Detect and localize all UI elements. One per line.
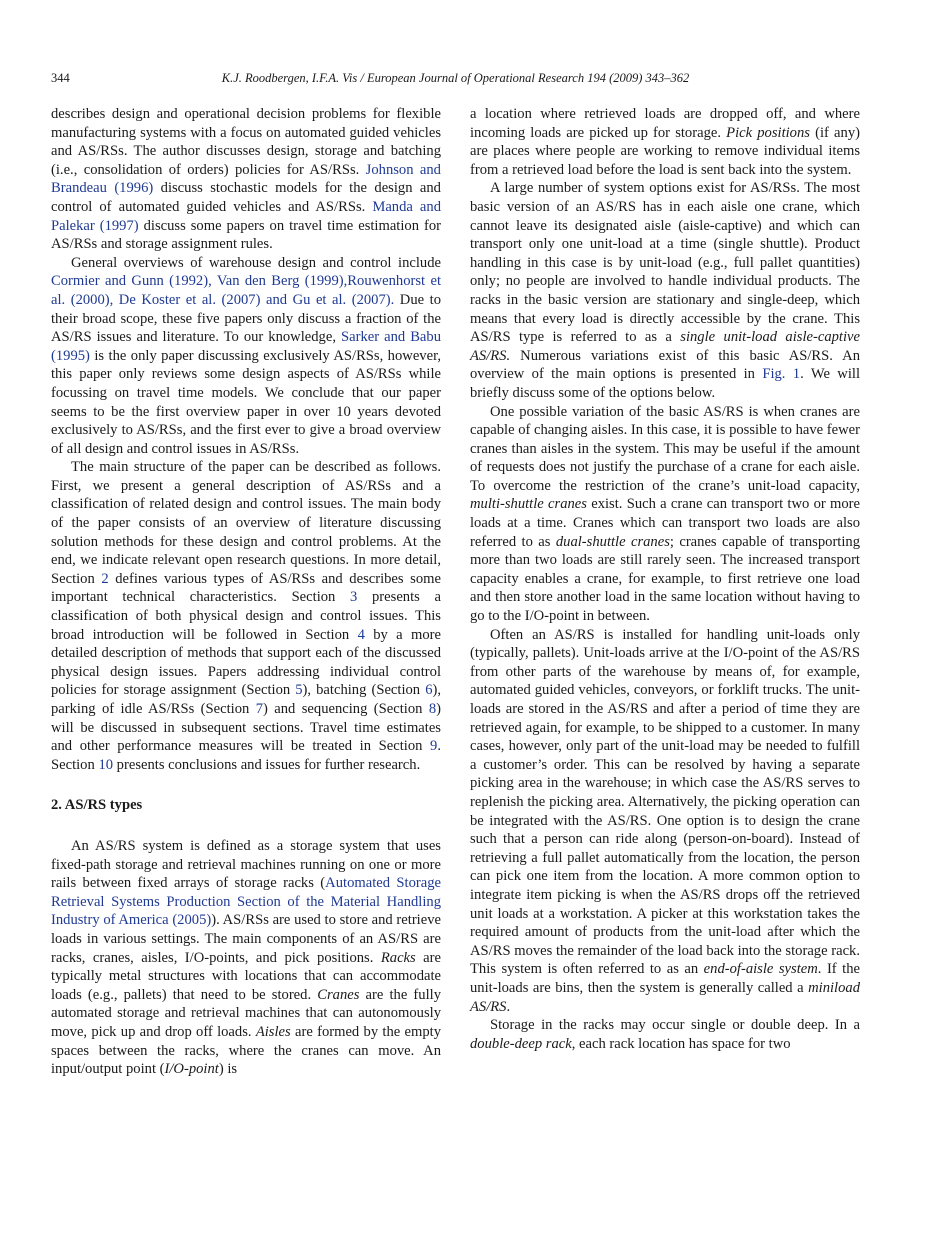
paragraph: Often an AS/RS is installed for handling unit-loads only (typically, pallets). Unit-loads arrive at the I/O-point of the AS/RS from other parts of the warehouse by means of, for example, automated guided vehicles, conveyors, or forklift trucks. The unit-loads are stored in the AS/RS and after a period of time they are retrieved again, for example, to be shipped to a customer. In many cases, however, only part of the unit-load may be needed to fulfill a customer’s order. This can be resolved by having a separate picking area in the warehouse; in which case the AS/RS serves to replenish the picking area. Alternatively, the picking operation can be integrated with the AS/RS. One option is to design the crane such that a person can ride along (person-on-board). Instead of retrieving a full pallet automatically from the location, the person can pick one item from the location. A more common option to integrate item picking is when the AS/RS drops off the retrieved unit loads at a workstation. A picker at this workstation takes the required amount of products from the unit-load after which the AS/RS moves the remainder of the load back into the storage rack. This system is often referred to as an end-of-aisle system. If the unit-loads are bins, then the system is generally called a miniload AS/RS. (470, 626, 860, 1015)
paragraph: a location where retrieved loads are dropped off, and where incoming loads are picked up for storage. Pick positions (if any) are places where people are working to remove individual items from a retrieved load before the load is sent back into the system. (470, 106, 860, 178)
citation-link[interactable]: Automated Storage Retrieval Systems Production Section of the Material Handling Industry of America (2005) (51, 875, 442, 929)
section-link[interactable]: 5 (295, 682, 303, 699)
paragraph: describes design and operational decision problems for flexible manufacturing systems with a focus on automated guided vehicles and AS/RSs. The author discusses design, storage and batching (i.e., consolidation of orders) policies for AS/RSs. Johnson and Brandeau (1996) discuss stochastic models for the design and control of automated guided vehicles and AS/RSs. Manda and Palekar (1997) discuss some papers on travel time estimation for AS/RSs and storage assignment rules. (51, 106, 441, 253)
section-link[interactable]: 6 (425, 682, 433, 699)
paragraph: General overviews of warehouse design and control include Cormier and Gunn (1992), Van den Berg (1999),Rouwenhorst et al. (2000), De Koster et al. (2007) and Gu et al. (2007). Due to their broad scope, these five papers only discuss a fraction of the AS/RS issues and literature. To our knowledge, Sarker and Babu (1995) is the only paper discussing exclusively AS/RSs, however, this paper only reviews some design aspects of AS/RSs while focussing on travel time models. We conclude that our paper seems to be the first overview paper in over 10 years devoted exclusively to AS/RSs, and the first ever to give a broad overview of all design and control issues in AS/RSs. (51, 254, 441, 457)
section-link[interactable]: 3 (350, 589, 358, 606)
citation-link[interactable]: Sarker and Babu (1995) (51, 329, 441, 364)
section-heading: 2. AS/RS types (51, 797, 143, 814)
section-link[interactable]: 10 (98, 756, 114, 773)
section-link[interactable]: 2 (101, 570, 109, 587)
paragraph: The main structure of the paper can be described as follows. First, we present a general description of AS/RSs and a classification of related design and control issues. The main body of the paper consists of an overview of literature discussing solution methods for these design and control problems. At the end, we indicate relevant open research questions. In more detail, Section 2 defines various types of AS/RSs and describes some important technical characteristics. Section 3 presents a classification of both physical design and control issues. This broad introduction will be followed in Section 4 by a more detailed description of methods that support each of the discussed physical design issues. Papers addressing individual control policies for storage assignment (Section 5), batching (Section 6), parking of idle AS/RSs (Section 7) and sequencing (Section 8) will be discussed in subsequent sections. Travel time estimates and other performance measures will be treated in Section 9. Section 10 presents conclusions and issues for further research. (51, 459, 441, 773)
section-link[interactable]: 7 (255, 701, 263, 717)
running-title: K.J. Roodbergen, I.F.A. Vis / European Journal of Operational Research 194 (2009) 343–362 (221, 71, 690, 85)
paragraph: An AS/RS system is defined as a storage system that uses fixed-path storage and retrieval machines running on one or more rails between fixed arrays of storage racks (Automated Storage Retrieval Systems Production Section of the Material Handling Industry of America (2005)). AS/RSs are used to store and retrieve loads in various settings. The main components of an AS/RS are racks, cranes, aisles, I/O-points, and pick positions. Racks are typically metal structures with locations that can accommodate loads (e.g., pallets) that need to be stored. Cranes are the fully automated storage and retrieval machines that can autonomously move, pick up and drop off loads. Aisles are formed by the empty spaces between the racks, where the cranes can move. An input/output point (I/O-point) is (51, 837, 442, 1078)
section-link[interactable]: 9 (430, 738, 438, 755)
left-column (51, 105, 441, 1079)
section-link[interactable]: 4 (357, 626, 365, 643)
page-number: 344 (51, 71, 70, 85)
right-column (470, 105, 860, 1053)
running-header (51, 71, 860, 89)
citation-link[interactable]: Cormier and Gunn (1992), Van den Berg (1999),Rouwenhorst et al. (2000), De Koster et al. (2007) and Gu et al. (2007). (51, 273, 441, 308)
paragraph: One possible variation of the basic AS/RS is when cranes are capable of changing aisles. In this case, it is possible to have fewer cranes than aisles in the system. This may be useful if the amount of requests does not justify the purchase of a crane for each aisle. To overcome the restriction of the crane’s unit-load capacity, multi-shuttle cranes exist. Such a crane can transport two or more loads at a time. Cranes which can transport two loads are also referred to as dual-shuttle cranes; cranes capable of transporting more than two loads are still rarely seen. The increased transport capacity enables a crane, for example, to first retrieve one load and then store another load in the same location without having to go to the I/O-point in between. (470, 403, 861, 625)
citation-link[interactable]: Manda and Palekar (1997) (51, 198, 441, 234)
paragraph: A large number of system options exist for AS/RSs. The most basic version of an AS/RS has in each aisle one crane, which cannot leave its designated aisle (aisle-captive) and which can transport only one unit-load at a time (single shuttle). Product handling in this case is by unit-load (e.g., full pallet quantities) only; no people are involved to handle individual products. The racks in the basic version are stationary and single-deep, which means that every load is directly accessible by the crane. This AS/RS type is referred to as a single unit-load aisle-captive AS/RS. Numerous variations exist of this basic AS/RS. An overview of the main options is presented in Fig. 1. We will briefly discuss some of the options below. (470, 180, 860, 401)
figure-link[interactable]: Fig. 1 (762, 366, 801, 383)
citation-link[interactable]: Johnson and Brandeau (1996) (51, 161, 441, 197)
section-link[interactable]: 8 (428, 701, 437, 717)
paragraph: Storage in the racks may occur single or double deep. In a double-deep rack, each rack location has space for two (470, 1017, 860, 1052)
